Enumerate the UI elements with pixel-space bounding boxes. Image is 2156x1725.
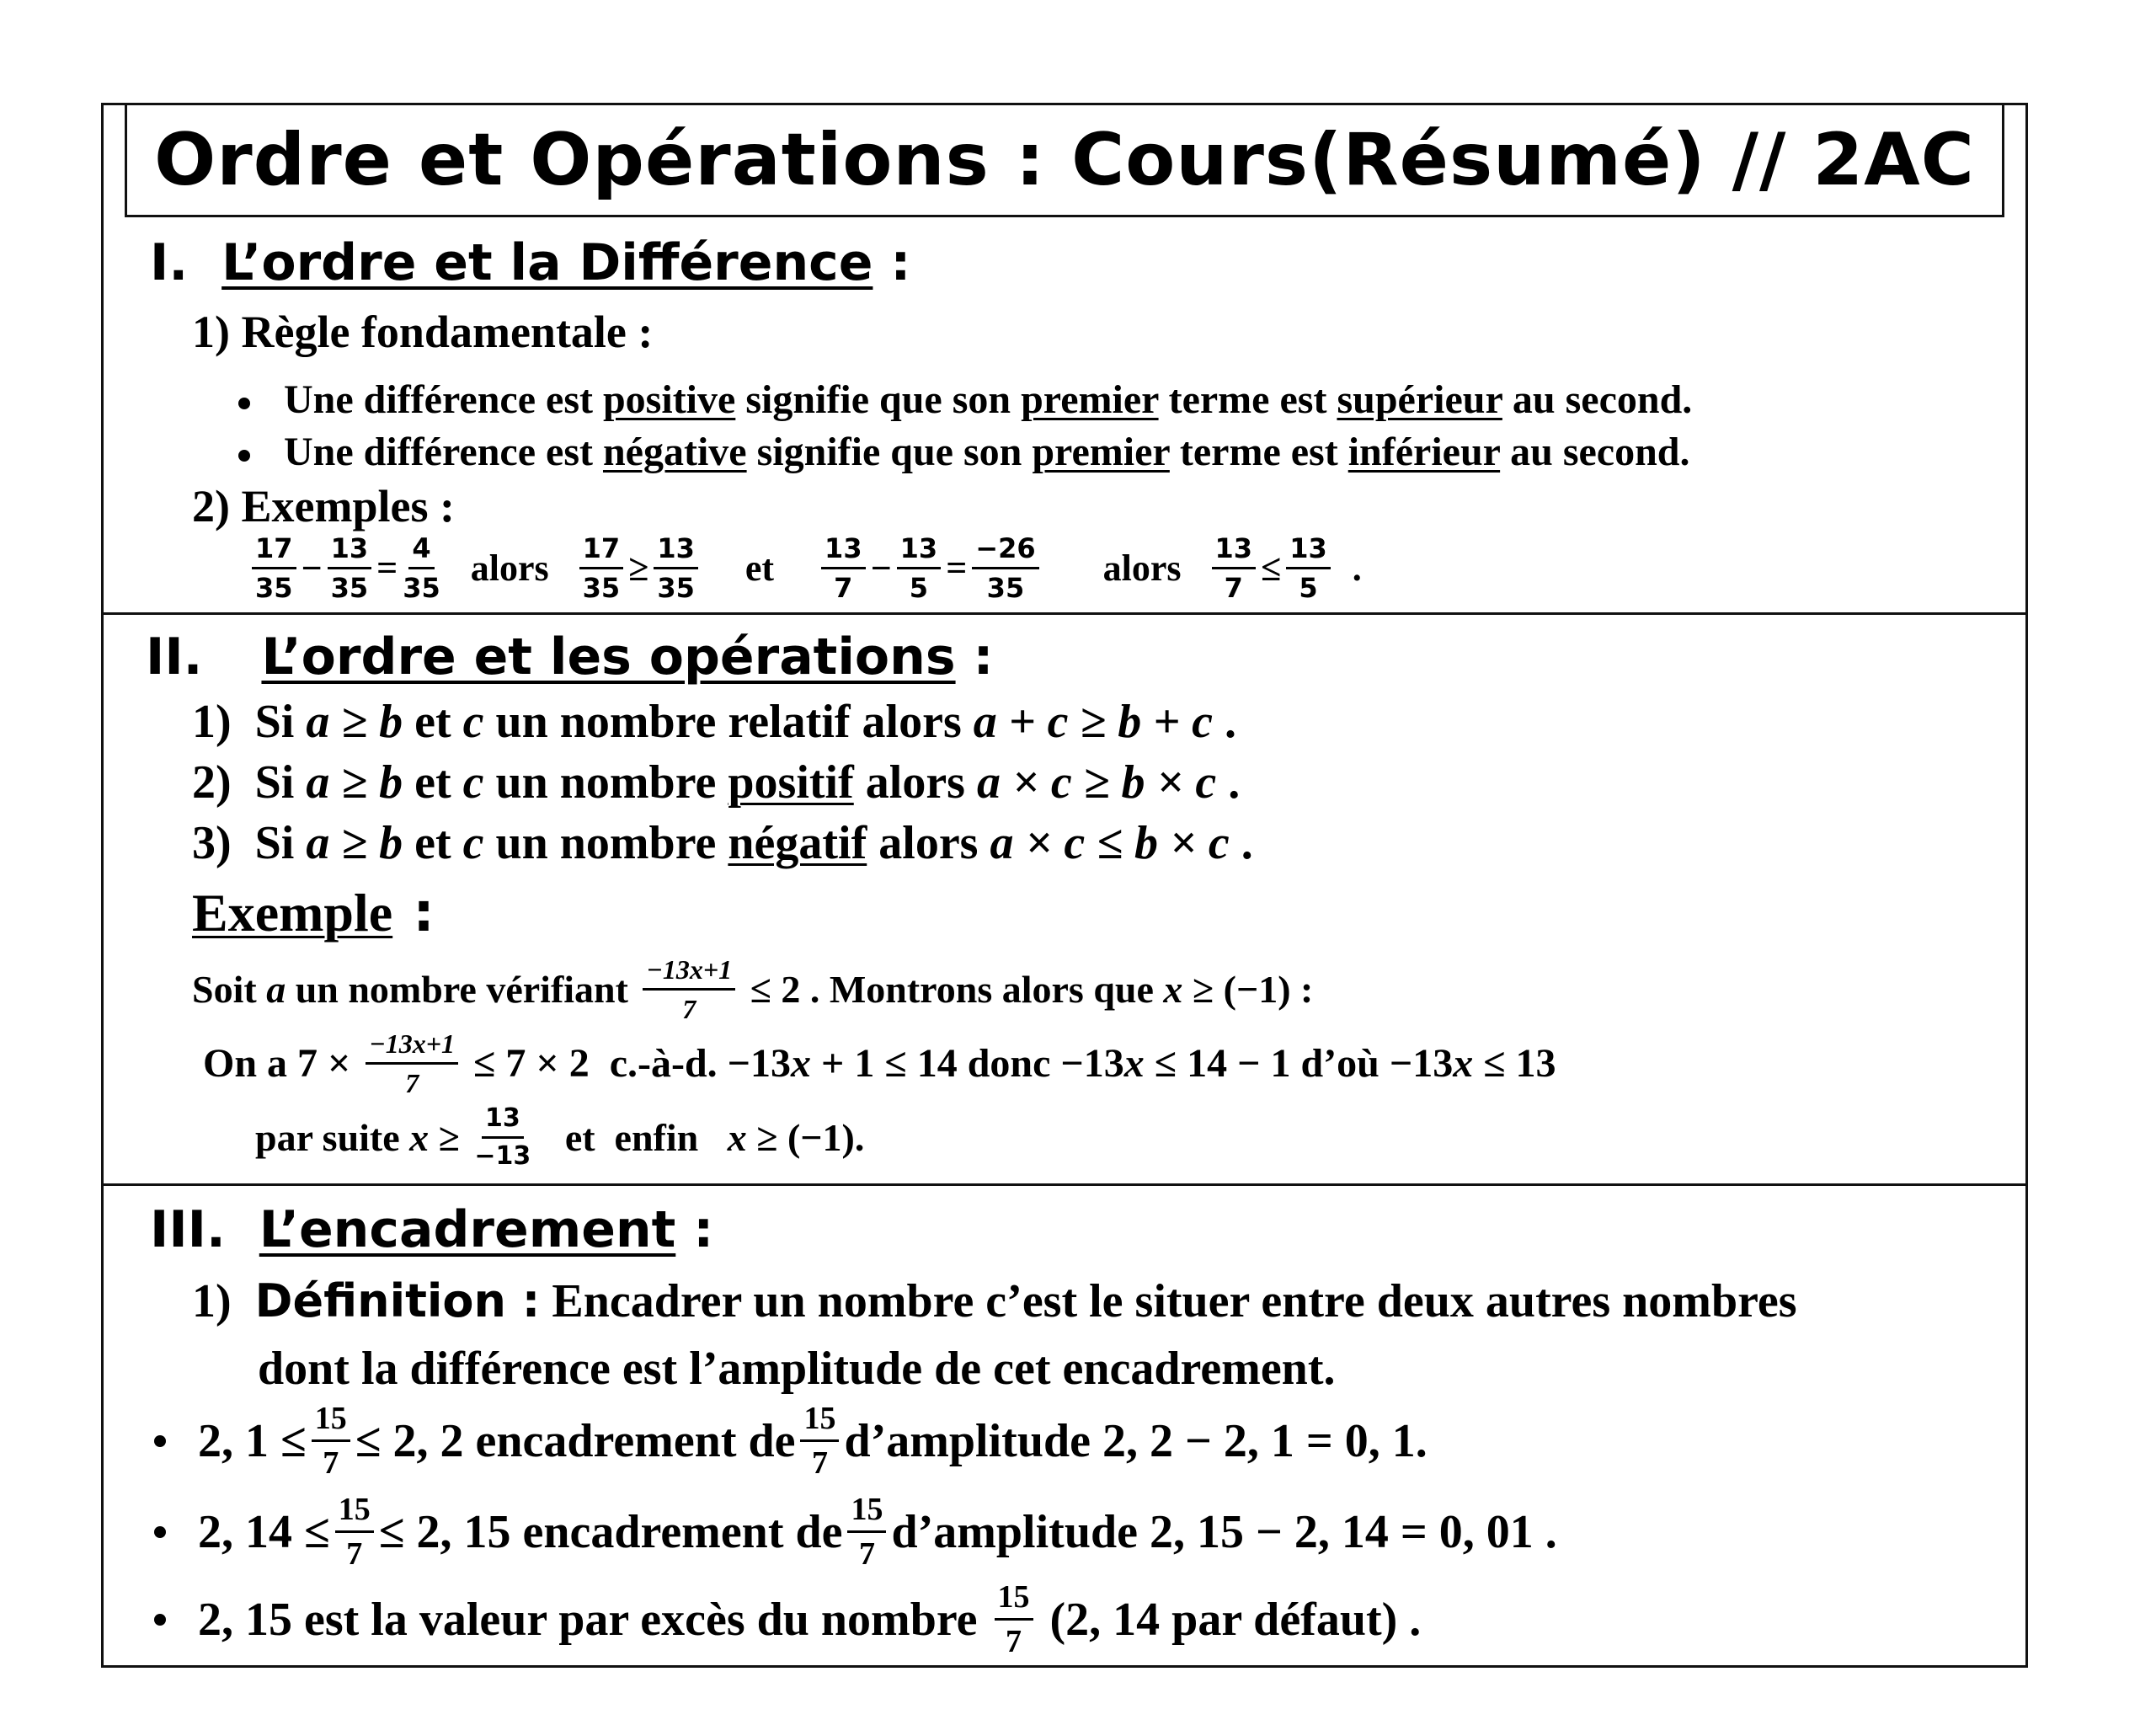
fraction: $\frac{-13x+1}{7}$: [366, 1030, 458, 1097]
rule-row: 3) Si a ≥ b et c un nombre négatif alors a × c ≤ b × c .: [192, 817, 1253, 869]
title-box: [125, 105, 2004, 217]
definition-line-1: 1) Définition : Encadrer un nombre c’est le situer entre deux autres nombres: [192, 1274, 1797, 1327]
bullet-icon: [238, 398, 250, 409]
fraction: $\frac{13}{7}$: [1212, 535, 1257, 601]
fraction: $\frac{13}{5}$: [1286, 535, 1331, 601]
list-item: Une différence est négative signifie que son premier terme est inférieur au second.: [238, 429, 1690, 475]
section-1-title: L’ordre et la Différence: [221, 233, 873, 292]
section-2-colon: :: [973, 628, 994, 686]
fraction: $\frac{17}{35}$: [579, 535, 624, 601]
section-3-colon: :: [693, 1200, 714, 1259]
section-divider: [104, 612, 2025, 615]
page-title: Ordre et Opérations : Cours(Résumé) // 2AC: [154, 118, 1975, 202]
example-line-2: On a 7 × $\frac{-13x+1}{7}$ ≤ 7 × 2 c.-à-d. −13 x + 1 ≤ 14 donc −13 x ≤ 14 − 1 d’où −13 x ≤ 13: [203, 1028, 1556, 1098]
fraction: $\frac{15}{7}$: [335, 1493, 374, 1570]
list-item: 2, 14 ≤ $\frac{15}{7}$ ≤ 2, 15 encadrement de $\frac{15}{7}$ d’amplitude 2, 15 − 2, 14 = 0, 01 .: [154, 1493, 1557, 1570]
fraction: $\frac{15}{7}$: [312, 1402, 350, 1479]
fraction: $\frac{13}{35}$: [328, 535, 372, 601]
fraction: $\frac{-13x+1}{7}$: [643, 956, 735, 1023]
section-3-number: III.: [150, 1200, 226, 1259]
fraction: $\frac{13}{35}$: [654, 535, 698, 601]
rule-row: 2) Si a ≥ b et c un nombre positif alors a × c ≥ b × c .: [192, 756, 1241, 809]
bullet-icon: [154, 1614, 166, 1626]
bullet-icon: [154, 1435, 166, 1447]
section-2-heading: [146, 628, 993, 686]
bullet-icon: [154, 1526, 166, 1538]
section-1-number: I.: [150, 233, 189, 292]
rule-row: 1) Si a ≥ b et c un nombre relatif alors a + c ≥ b + c .: [192, 696, 1237, 748]
section-3-heading: [150, 1200, 713, 1259]
fraction: $\frac{15}{7}$: [800, 1402, 839, 1479]
fraction: $\frac{13}{7}$: [821, 535, 866, 601]
list-item: 2, 15 est la valeur par excès du nombre $\frac{15}{7}$ (2, 14 par défaut) .: [154, 1581, 1421, 1658]
definition-line-2: dont la différence est l’amplitude de cet encadrement.: [258, 1343, 1336, 1395]
section-1-colon: :: [890, 233, 911, 292]
fraction: $\frac{13}{-13}$: [474, 1103, 531, 1171]
section-2-number: II.: [146, 628, 203, 686]
fraction: $\frac{15}{7}$: [995, 1581, 1033, 1658]
fraction: $\frac{17}{35}$: [252, 535, 296, 601]
section-2-title: L’ordre et les opérations: [261, 628, 956, 686]
example-line-3: par suite x ≥ $\frac{13}{-13}$ et enfin x ≥ (−1).: [255, 1103, 865, 1171]
bullet-icon: [238, 450, 250, 462]
fraction: $\frac{4}{35}$: [403, 532, 440, 604]
list-item: Une différence est positive signifie que son premier terme est supérieur au second.: [238, 377, 1692, 423]
examples-label: 2) Exemples :: [192, 481, 455, 531]
example-line-1: Soit a un nombre vérifiant $\frac{-13x+1}{7}$ ≤ 2 . Montrons alors que x ≥ (−1) :: [192, 954, 1314, 1024]
list-item: 2, 1 ≤ $\frac{15}{7}$ ≤ 2, 2 encadrement de $\frac{15}{7}$ d’amplitude 2, 2 − 2, 1 = 0, 1.: [154, 1402, 1428, 1479]
fraction: $\frac{-26}{35}$: [972, 535, 1038, 601]
section-1-heading: [150, 233, 910, 292]
fraction: $\frac{13}{5}$: [897, 535, 942, 601]
rule-label: 1) Règle fondamentale :: [192, 307, 654, 357]
section-3-title: L’encadrement: [259, 1200, 676, 1259]
course-sheet: [101, 103, 2028, 1668]
examples-row: $\frac{17}{35}$ − $\frac{13}{35}$ = $\frac{4}{35}$ alors $\frac{17}{35}$ ≥ $\frac{13}{35}$ et $\frac{13}{7}$ − $\frac{13}{5}$ = $\frac{-26}{35}$ alors $\frac{13}{7}$ ≤ $\frac{13}{5}$ .: [247, 535, 1362, 601]
section-divider: [104, 1183, 2025, 1186]
example-heading: Exemple :: [192, 882, 435, 944]
fraction: $\frac{15}{7}$: [847, 1493, 886, 1570]
